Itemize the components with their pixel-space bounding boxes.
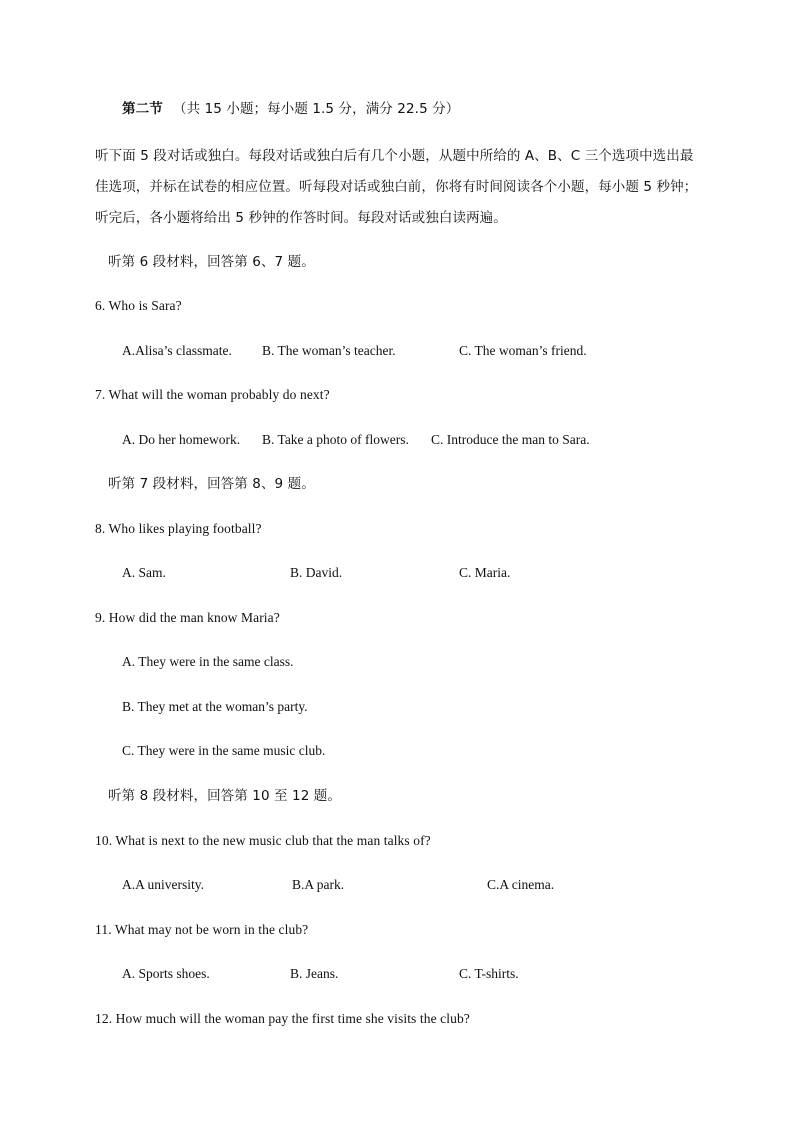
question-10-option-c: C.A cinema. <box>487 877 555 892</box>
question-10: 10. What is next to the new music club that the man talks of? <box>95 833 431 848</box>
instructions-line-1: 听下面 5 段对话或独白。每段对话或独白后有几个小题，从题中所给的 A、B、C 三个选项中选出最 <box>95 148 694 164</box>
question-9: 9. How did the man know Maria? <box>95 610 280 625</box>
question-9-option-b: B. They met at the woman’s party. <box>122 699 308 714</box>
question-6-option-a: A.Alisa’s classmate. <box>122 343 232 358</box>
question-8-option-c: C. Maria. <box>459 565 511 580</box>
question-7-option-b: B. Take a photo of flowers. <box>262 432 409 447</box>
question-10-option-b: B.A park. <box>292 877 345 892</box>
question-7-option-c: C. Introduce the man to Sara. <box>431 432 590 447</box>
question-11-option-b: B. Jeans. <box>290 966 339 981</box>
instructions-line-3: 听完后，各小题将给出 5 秒钟的作答时间。每段对话或独白读两遍。 <box>95 210 507 226</box>
question-8: 8. Who likes playing football? <box>95 521 262 536</box>
question-7: 7. What will the woman probably do next? <box>95 387 330 402</box>
question-6: 6. Who is Sara? <box>95 298 182 313</box>
group-heading-8: 听第 8 段材料，回答第 10 至 12 题。 <box>108 788 341 804</box>
question-11-option-c: C. T-shirts. <box>459 966 519 981</box>
question-9-option-a: A. They were in the same class. <box>122 654 294 669</box>
question-6-option-b: B. The woman’s teacher. <box>262 343 396 358</box>
question-11-option-a: A. Sports shoes. <box>122 966 210 981</box>
group-heading-6: 听第 6 段材料，回答第 6、7 题。 <box>108 254 315 270</box>
group-heading-7: 听第 7 段材料，回答第 8、9 题。 <box>108 476 315 492</box>
instructions-line-2: 佳选项，并标在试卷的相应位置。听每段对话或独白前，你将有时间阅读各个小题，每小题 5 秒钟； <box>95 179 698 195</box>
question-12: 12. How much will the woman pay the first time she visits the club? <box>95 1011 470 1026</box>
question-10-option-a: A.A university. <box>122 877 204 892</box>
question-6-option-c: C. The woman’s friend. <box>459 343 587 358</box>
question-8-option-b: B. David. <box>290 565 343 580</box>
question-11: 11. What may not be worn in the club? <box>95 922 309 937</box>
section-subtitle: （共 15 小题；每小题 1.5 分，满分 22.5 分） <box>173 101 460 117</box>
question-9-option-c: C. They were in the same music club. <box>122 743 326 758</box>
question-7-option-a: A. Do her homework. <box>122 432 241 447</box>
question-8-option-a: A. Sam. <box>122 565 166 580</box>
section-title: 第二节 <box>122 101 163 117</box>
